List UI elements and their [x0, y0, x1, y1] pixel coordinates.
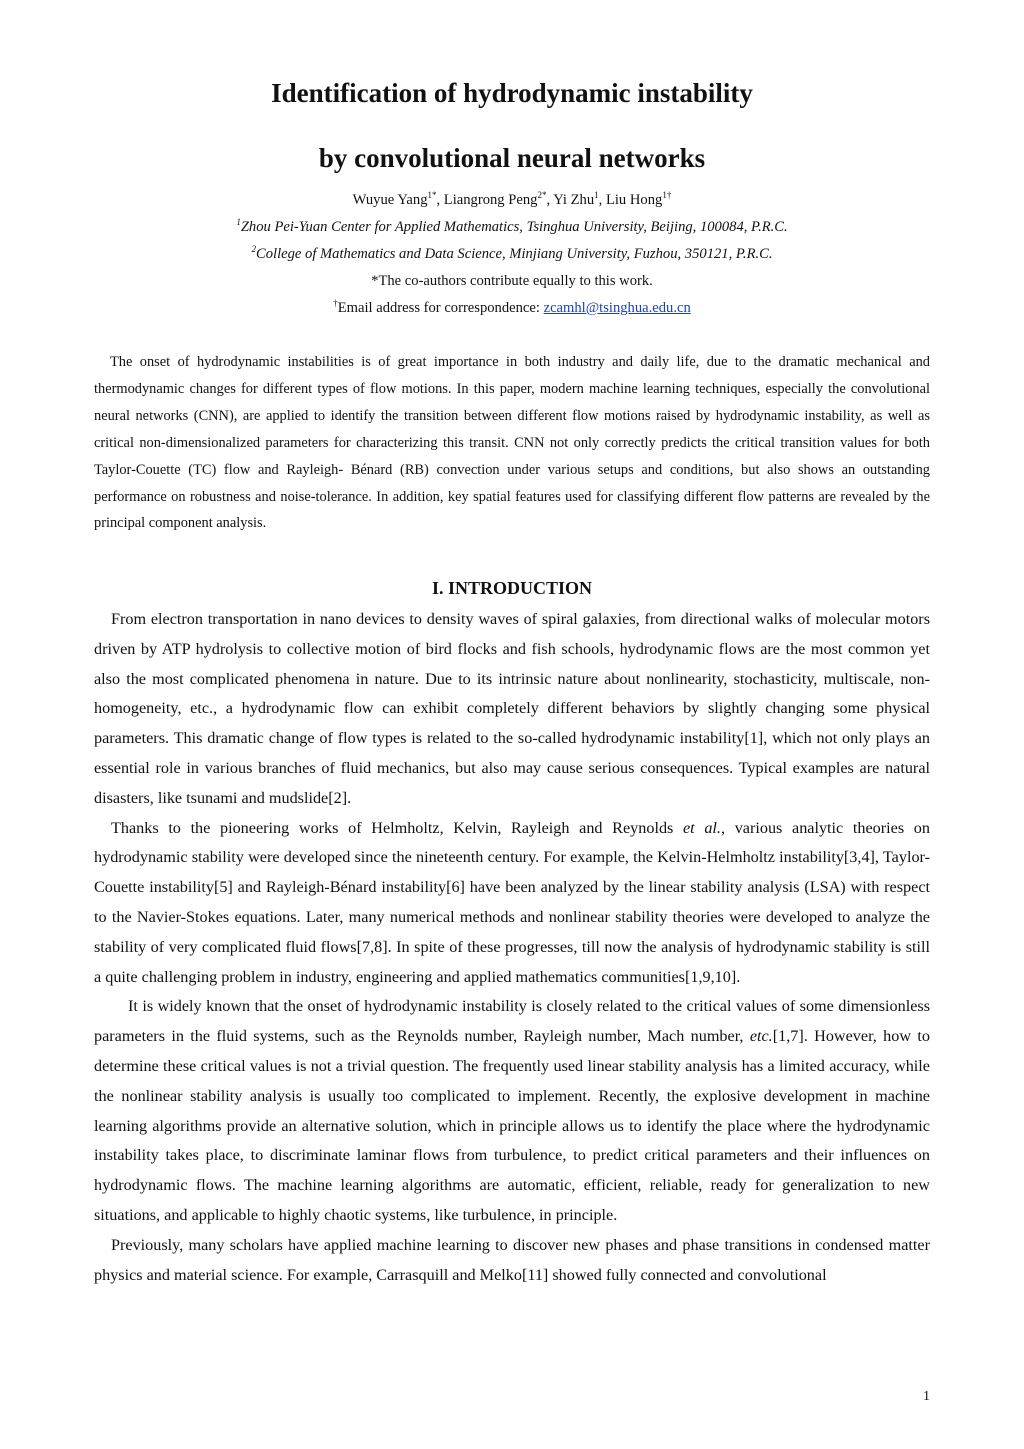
- author-sup: 1*: [427, 190, 437, 201]
- affiliation-sup: 2: [251, 244, 256, 255]
- paragraph-emphasis: etc.: [749, 1027, 773, 1046]
- paragraph-text: It is widely known that the onset of hydrodynamic instability is closely related to the critical values of some dimensionless parameters in the fluid systems, such as the Reynolds number, Rayleigh number, Mach number,: [94, 997, 930, 1046]
- author-sup: 1: [594, 190, 599, 201]
- paragraph: From electron transportation in nano devices to density waves of spiral galaxies, from directional walks of molecular motors driven by ATP hydrolysis to collective motion of bird flocks and fish schools, hydrodynamic flows are the most common yet also the most complicated phenomena in nature. Due to its intrinsic nature about nonlinearity, stochasticity, multiscale, non-homogeneity, etc., a hydrodynamic flow can exhibit completely different behaviors by slightly changing some physical parameters. This dramatic change of flow types is related to the so-called hydrodynamic instability[1], which not only plays an essential role in various branches of fluid mechanics, but also may cause serious consequences. Typical examples are natural disasters, like tsunami and mudslide[2].: [94, 610, 930, 807]
- paper-title-line-2: by convolutional neural networks: [318, 143, 706, 173]
- introduction-body: [94, 605, 930, 1290]
- affiliation-text: Zhou Pei-Yuan Center for Applied Mathematics, Tsinghua University, Beijing, 100084, P.R.C.: [240, 219, 788, 235]
- abstract-text: The onset of hydrodynamic instabilities is of great importance in both industry and daily life, due to the dramatic mechanical and thermodynamic changes for different types of flow motions. In this paper, modern machine learning techniques, especially the convolutional neural networks (CNN), are applied to identify the transition between different flow motions raised by hydrodynamic instability, as well as critical non-dimensionalized parameters for characterizing this transit. CNN not only correctly predicts the critical transition values for both Taylor-Couette (TC) flow and Rayleigh- Bénard (RB) convection under various setups and conditions, but also shows an outstanding performance on robustness and noise-tolerance. In addition, key spatial features used for classifying different flow patterns are revealed by the principal component analysis.: [94, 354, 930, 532]
- page-number: 1: [923, 1389, 930, 1404]
- paragraph: Previously, many scholars have applied machine learning to discover new phases and phase transitions in condensed matter physics and material science. For example, Carrasquill and Melko[11] showed fully connected and convolutional: [94, 1235, 930, 1284]
- paragraph-text: Thanks to the pioneering works of Helmholtz, Kelvin, Rayleigh and Reynolds: [111, 818, 683, 837]
- correspondence-label: Email address for correspondence:: [337, 300, 544, 316]
- correspondence-line: [0, 300, 1024, 317]
- author-name: Yi Zhu: [553, 192, 595, 208]
- paragraph: [94, 814, 930, 993]
- paragraph-emphasis: et al.: [683, 818, 721, 837]
- section-heading: I. INTRODUCTION: [431, 578, 593, 598]
- author-name: Wuyue Yang: [352, 192, 428, 208]
- co-author-note: *The co-authors contribute equally to this work.: [371, 273, 653, 289]
- paragraph-text: [1,7]. However, how to determine these critical values is not a trivial question. The frequently used linear stability analysis has a limited accuracy, while the nonlinear stability analysis is usually too complicated to implement. Recently, the explosive development in machine learning algorithms provide an alternative solution, which in principle allows us to identify the place where the hydrodynamic instability takes place, to discriminate laminar flows from turbulence, to predict critical parameters and their influences on hydrodynamic flows. The machine learning algorithms are automatic, efficient, reliable, ready for generalization to new situations, and applicable to highly chaotic systems, like turbulence, in principle.: [94, 1027, 930, 1224]
- author-sup: 1†: [662, 190, 672, 201]
- author-list: Wuyue Yang$^{1*}$, Liangrong Peng$^{2*}$, Yi Zhu$^1$, Liu Hong$^{1\dagger}$: [352, 190, 672, 208]
- affiliation-1: [0, 219, 1024, 236]
- affiliation-2: [0, 246, 1024, 263]
- affiliation-sup: 1: [236, 217, 241, 228]
- paper-title-line-1: Identification of hydrodynamic instability: [271, 78, 753, 108]
- abstract: [94, 349, 930, 537]
- paragraph: [94, 992, 930, 1230]
- author-sup: 2*: [537, 190, 547, 201]
- affiliation-text: College of Mathematics and Data Science, Minjiang University, Fuzhou, 350121, P.R.C.: [255, 246, 773, 262]
- email-link[interactable]: zcamhl@tsinghua.edu.cn: [543, 300, 691, 316]
- author-name: Liangrong Peng: [443, 192, 538, 208]
- author-name: Liu Hong: [605, 192, 663, 208]
- correspondence-sup: †: [333, 298, 338, 309]
- paragraph-text: , various analytic theories on hydrodynamic stability were developed since the nineteenth century. For example, the Kelvin-Helmholtz instability[3,4], Taylor-Couette instability[5] and Rayleigh-Bénard instability[6] have been analyzed by the linear stability analysis (LSA) with respect to the Navier-Stokes equations. Later, many numerical methods and nonlinear stability theories were developed to analyze the stability of very complicated fluid flows[7,8]. In spite of these progresses, till now the analysis of hydrodynamic stability is still a quite challenging problem in industry, engineering and applied mathematics communities[1,9,10].: [94, 818, 930, 986]
